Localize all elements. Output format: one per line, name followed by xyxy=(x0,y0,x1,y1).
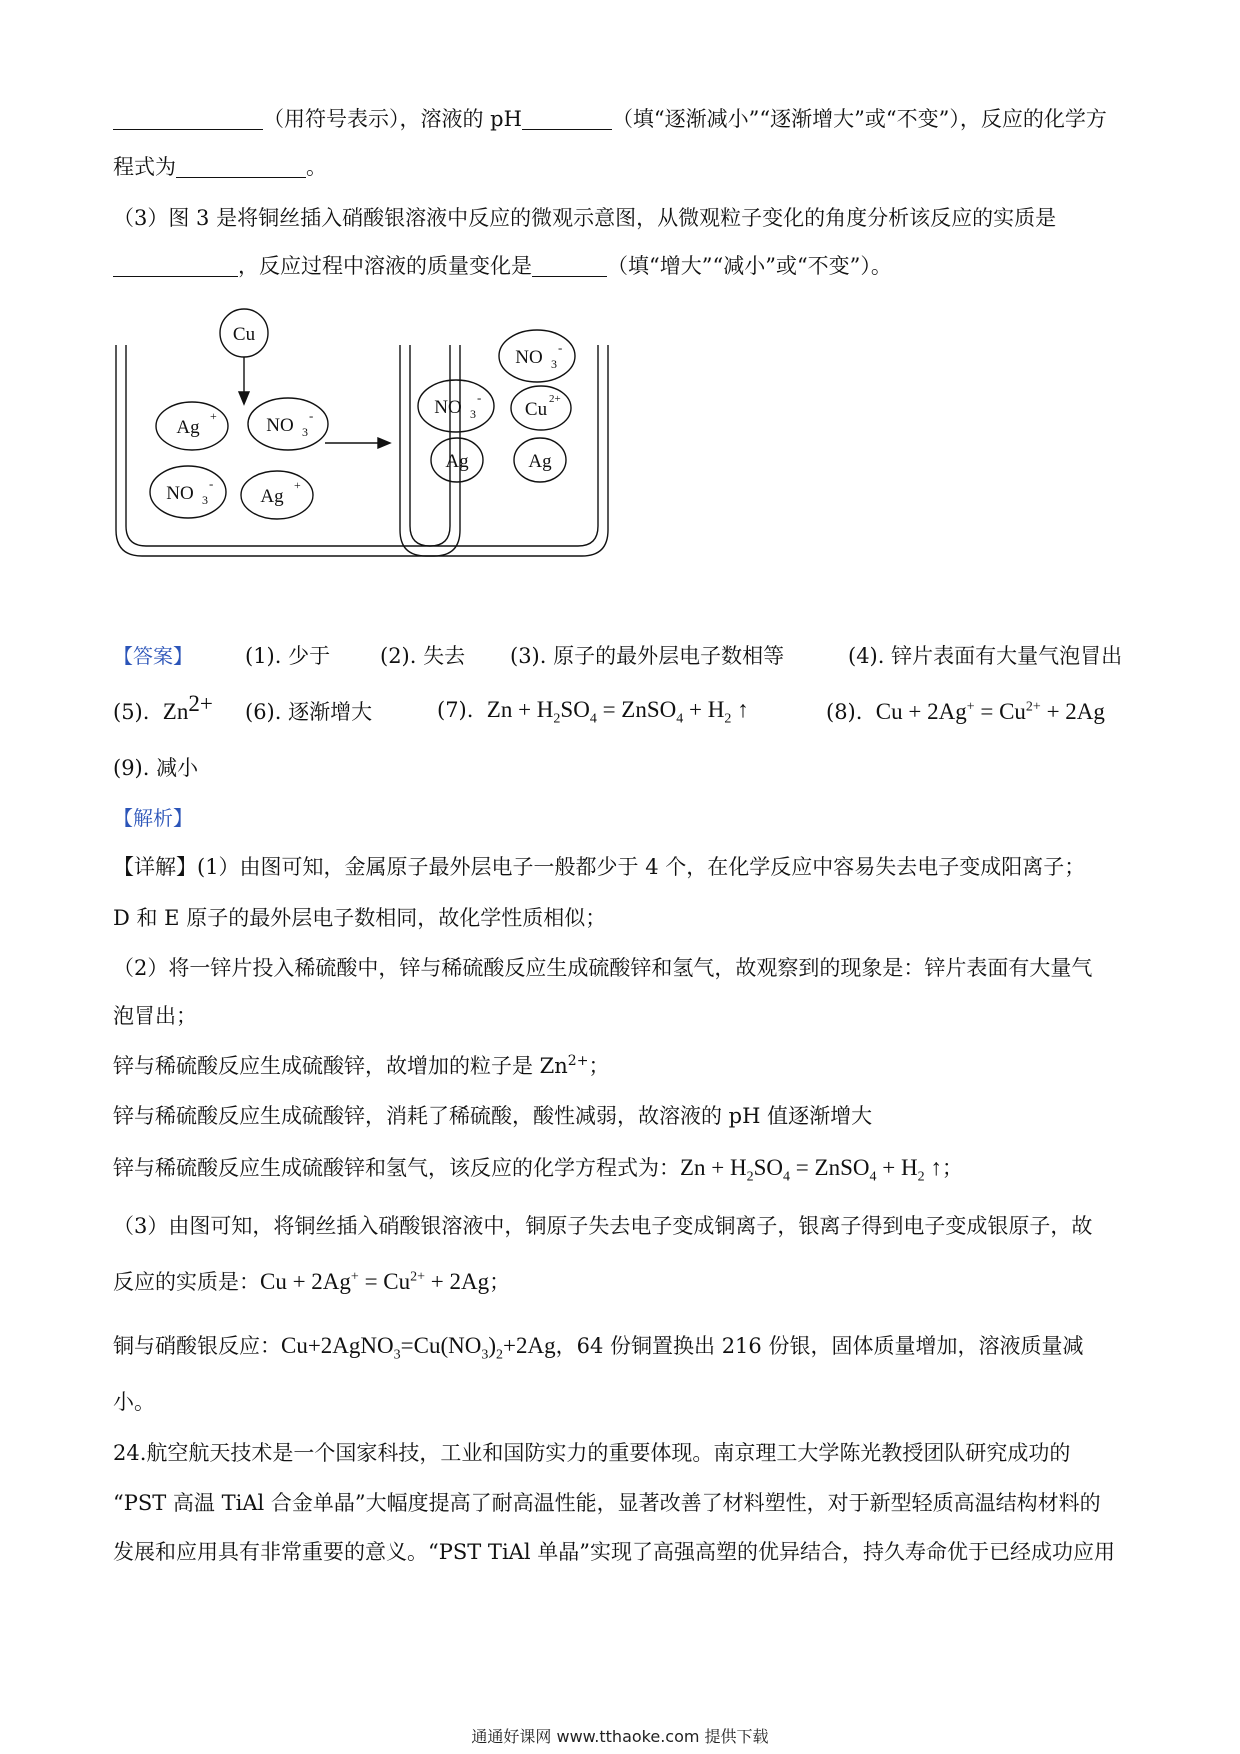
analysis-paragraph: （2）将一锌片投入稀硫酸中，锌与稀硫酸反应生成硫酸锌和氢气，故观察到的现象是：锌片表面有大量气 xyxy=(113,956,1093,980)
reaction-diagram xyxy=(112,300,692,570)
answer-6: (6). 逐渐增大 xyxy=(245,700,373,724)
analysis-paragraph: 泡冒出； xyxy=(113,1004,197,1028)
nitrate-ion xyxy=(248,398,328,450)
analysis-paragraph: 锌与稀硫酸反应生成硫酸锌，故增加的粒子是 $Zn^{2+}$； xyxy=(113,1053,610,1078)
zinc-equation: $Zn + H_2SO_4$ = ZnSO$_4$ + $H_2$ ↑ xyxy=(680,1155,942,1185)
svg-text:-: - xyxy=(558,340,563,355)
copper-nitrate-equation: $Cu+2AgNO_3=Cu(NO_3)_2+2Ag$ xyxy=(281,1333,556,1363)
question-24-text: 24.航空航天技术是一个国家科技，工业和国防实力的重要体现。南京理工大学陈光教授团队研究成功的 xyxy=(113,1441,1071,1465)
svg-text:+: + xyxy=(210,409,217,423)
svg-text:2+: 2+ xyxy=(549,393,561,405)
cu-atom xyxy=(220,309,268,357)
svg-text:3: 3 xyxy=(202,493,208,507)
analysis-paragraph: 锌与稀硫酸反应生成硫酸锌和氢气，该反应的化学方程式为：$Zn + H_2SO_4$ = ZnSO$_4$ + $H_2$ ↑； xyxy=(113,1155,963,1185)
answer-blank xyxy=(176,155,306,178)
question-3-text-2: ，反应过程中溶液的质量变化是 （填“增大”“减小”或“不变”）。 xyxy=(113,251,892,281)
svg-text:Ag: Ag xyxy=(445,451,469,472)
svg-text:NO: NO xyxy=(515,347,543,368)
analysis-paragraph: 铜与硝酸银反应：$Cu+2AgNO_3=Cu(NO_3)_2+2Ag$，64 份铜置换出 216 份银，固体质量增加，溶液质量减 xyxy=(113,1333,1084,1363)
cu-ion xyxy=(511,386,571,430)
svg-text:Cu: Cu xyxy=(524,399,548,420)
answer-blank xyxy=(522,107,612,130)
ag-atom xyxy=(514,438,566,482)
question-line-2: 程式为 。 xyxy=(113,155,327,179)
answer-5: (5). $Zn^{2+}$ xyxy=(113,691,213,724)
answer-1: (1). 少于 xyxy=(245,644,331,668)
nitrate-ion xyxy=(499,330,575,382)
answer-blank xyxy=(113,254,238,277)
answer-4: (4). 锌片表面有大量气泡冒出 xyxy=(848,644,1123,668)
nitrate-ion xyxy=(150,466,226,518)
svg-text:3: 3 xyxy=(551,357,557,371)
svg-text:NO: NO xyxy=(434,397,462,418)
page-footer: 通通好课网 www.tthaoke.com 提供下载 xyxy=(471,1727,769,1746)
question-24-text: 发展和应用具有非常重要的意义。“PST TiAl 单晶”实现了高强高塑的优异结合，持久寿命优于已经成功应用 xyxy=(113,1540,1115,1564)
ag-atom xyxy=(431,438,483,482)
copper-equation: $Cu + 2Ag^+ = Cu^{2+} + 2Ag$ xyxy=(875,699,1105,724)
analysis-paragraph: 反应的实质是：$Cu + 2Ag^+ = Cu^{2+} + 2Ag$； xyxy=(113,1269,511,1294)
analysis-paragraph: （3）由图可知，将铜丝插入硝酸银溶液中，铜原子失去电子变成铜离子，银离子得到电子变成银原子，故 xyxy=(113,1214,1093,1238)
analysis-paragraph: 锌与稀硫酸反应生成硫酸锌，消耗了稀硫酸，酸性减弱，故溶液的 pH 值逐渐增大 xyxy=(113,1104,873,1128)
svg-text:-: - xyxy=(209,476,214,491)
zinc-equation: $Zn + H_2SO_4$ = ZnSO$_4$ + $H_2$ ↑ xyxy=(486,697,749,727)
svg-text:-: - xyxy=(309,408,314,423)
ag-ion xyxy=(241,471,313,519)
analysis-tag: 【解析】 xyxy=(113,806,193,830)
down-arrowhead-icon xyxy=(239,392,249,404)
answer-8: (8). $Cu + 2Ag^+ = Cu^{2+} + 2Ag$ xyxy=(826,699,1105,724)
svg-text:NO: NO xyxy=(166,483,194,504)
right-beaker-outer xyxy=(400,345,608,556)
svg-text:Ag: Ag xyxy=(176,417,200,438)
svg-text:3: 3 xyxy=(302,425,308,439)
question-24-text: “PST 高温 TiAl 合金单晶”大幅度提高了耐高温性能，显著改善了材料塑性，对于新型轻质高温结构材料的 xyxy=(113,1491,1101,1515)
ag-ion xyxy=(156,402,228,450)
svg-text:Cu: Cu xyxy=(232,324,256,345)
answer-2: (2). 失去 xyxy=(380,644,466,668)
svg-text:NO: NO xyxy=(266,415,294,436)
svg-text:-: - xyxy=(477,390,482,405)
svg-text:Ag: Ag xyxy=(260,486,284,507)
answer-blank xyxy=(532,254,607,277)
analysis-paragraph: 小。 xyxy=(113,1390,155,1414)
answer-9: (9). 减小 xyxy=(113,756,199,780)
nitrate-ion xyxy=(418,380,494,432)
analysis-paragraph: 【详解】(1）由图可知，金属原子最外层电子一般都少于 4 个，在化学反应中容易失去电子变成阳离子； xyxy=(113,855,1086,879)
copper-equation: $Cu + 2Ag^+ = Cu^{2+} + 2Ag$ xyxy=(260,1269,490,1294)
reaction-arrowhead-icon xyxy=(378,438,390,448)
answer-3: (3). 原子的最外层电子数相等 xyxy=(510,644,785,668)
answer-7: (7). $Zn + H_2SO_4$ = ZnSO$_4$ + $H_2$ ↑ xyxy=(437,697,749,727)
question-3-text: （3）图 3 是将铜丝插入硝酸银溶液中反应的微观示意图，从微观粒子变化的角度分析该反应的实质是 xyxy=(113,206,1057,230)
svg-text:Ag: Ag xyxy=(528,451,552,472)
answer-blank xyxy=(113,107,263,130)
analysis-paragraph: D 和 E 原子的最外层电子数相同，故化学性质相似； xyxy=(113,906,607,930)
svg-text:3: 3 xyxy=(470,407,476,421)
svg-text:+: + xyxy=(294,478,301,492)
answer-tag: 【答案】 xyxy=(113,644,193,668)
question-line-1: （用符号表示），溶液的 pH （填“逐渐减小”“逐渐增大”或“不变”），反应的化学方 xyxy=(113,104,1107,134)
